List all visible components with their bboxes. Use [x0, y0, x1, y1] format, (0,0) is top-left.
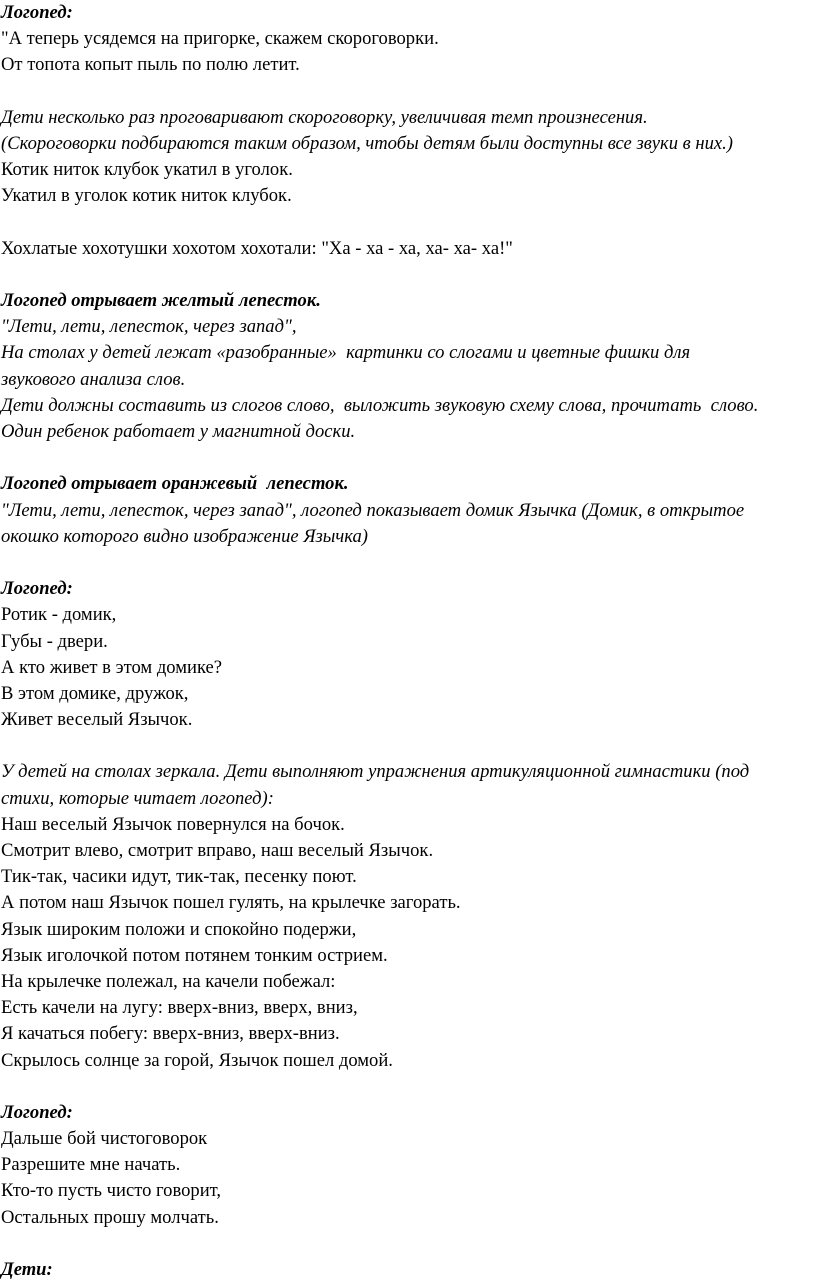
text-line: "А теперь усядемся на пригорке, скажем скороговорки.: [1, 28, 439, 50]
stage-direction-line: На столах у детей лежат «разобранные» картинки со слогами и цветные фишки для: [1, 342, 691, 364]
stage-direction-line: Один ребенок работает у магнитной доски.: [1, 421, 356, 442]
text-line: Я качаться побегу: вверх-вниз, вверх-вниз.: [1, 1023, 340, 1045]
blank-line: [1, 262, 816, 288]
text-line: Остальных прошу молчать.: [1, 1206, 219, 1228]
stage-direction-line: Дети несколько раз проговаривают скороговорку, увеличивая темп произнесения.: [1, 106, 648, 128]
stage-direction-line: (Скороговорки подбираются таким образом, чтобы детям были доступны все звуки в них.): [1, 132, 734, 154]
text-line: Ротик - домик,: [1, 604, 117, 626]
text-line: Язык широким положи и спокойно подержи,: [1, 918, 357, 940]
stage-direction-line: окошко которого видно изображение Язычка): [1, 525, 368, 547]
text-line: Скрылось солнце за горой, Язычок пошел домой.: [1, 1049, 393, 1071]
text-line: Хохлатые хохотушки хохотом хохотали: "Ха - ха - ха, ха- ха- ха!": [1, 237, 513, 259]
text-line: Кто-то пусть чисто говорит,: [1, 1180, 222, 1202]
blank-line: [1, 445, 816, 471]
speaker-heading: Логопед:: [1, 578, 73, 600]
stage-direction-line: звукового анализа слов.: [1, 368, 186, 390]
blank-line: [1, 1231, 816, 1257]
blank-line: [1, 79, 816, 105]
speaker-heading: Логопед:: [1, 2, 73, 23]
blank-line: [1, 733, 816, 759]
stage-direction-line: стихи, которые читает логопед):: [1, 787, 274, 809]
stage-direction-line: Дети должны составить из слогов слово, выложить звуковую схему слова, прочитать слово.: [1, 394, 759, 416]
text-line: Живет веселый Язычок.: [1, 709, 193, 731]
text-line: Дальше бой чистоговорок: [1, 1128, 208, 1150]
blank-line: [1, 550, 816, 576]
text-line: Укатил в уголок котик ниток клубок.: [1, 185, 292, 207]
stage-direction-line: "Лети, лети, лепесток, через запад", логопед показывает домик Язычка (Домик, в открытое: [1, 499, 745, 521]
speaker-heading: Дети:: [1, 1259, 53, 1280]
text-line: Есть качели на лугу: вверх-вниз, вверх, вниз,: [1, 997, 358, 1019]
text-line: А потом наш Язычок пошел гулять, на крылечке загорать.: [1, 892, 461, 914]
text-line: Язык иголочкой потом потянем тонким острием.: [1, 944, 388, 966]
speaker-heading: Логопед отрывает желтый лепесток.: [1, 290, 321, 312]
text-line: В этом домике, дружок,: [1, 682, 189, 704]
text-line: Смотрит влево, смотрит вправо, наш веселый Язычок.: [1, 840, 434, 861]
stage-direction-line: У детей на столах зеркала. Дети выполняют упражнения артикуляционной гимнастики (под: [1, 761, 750, 783]
text-line: На крылечке полежал, на качели побежал:: [1, 970, 336, 992]
text-line: Разрешите мне начать.: [1, 1154, 181, 1176]
blank-line: [1, 210, 816, 236]
speaker-heading: Логопед:: [1, 1101, 73, 1123]
text-line: Котик ниток клубок укатил в уголок.: [1, 159, 293, 181]
text-line: Губы - двери.: [1, 630, 108, 652]
text-line: От топота копыт пыль по полю летит.: [1, 54, 300, 76]
stage-direction-line: "Лети, лети, лепесток, через запад",: [1, 316, 297, 338]
blank-line: [1, 1074, 816, 1100]
text-line: Наш веселый Язычок повернулся на бочок.: [1, 813, 345, 835]
text-line: Тик-так, часики идут, тик-так, песенку поют.: [1, 866, 357, 888]
text-line: А кто живет в этом домике?: [1, 656, 223, 678]
speaker-heading: Логопед отрывает оранжевый лепесток.: [1, 473, 349, 495]
